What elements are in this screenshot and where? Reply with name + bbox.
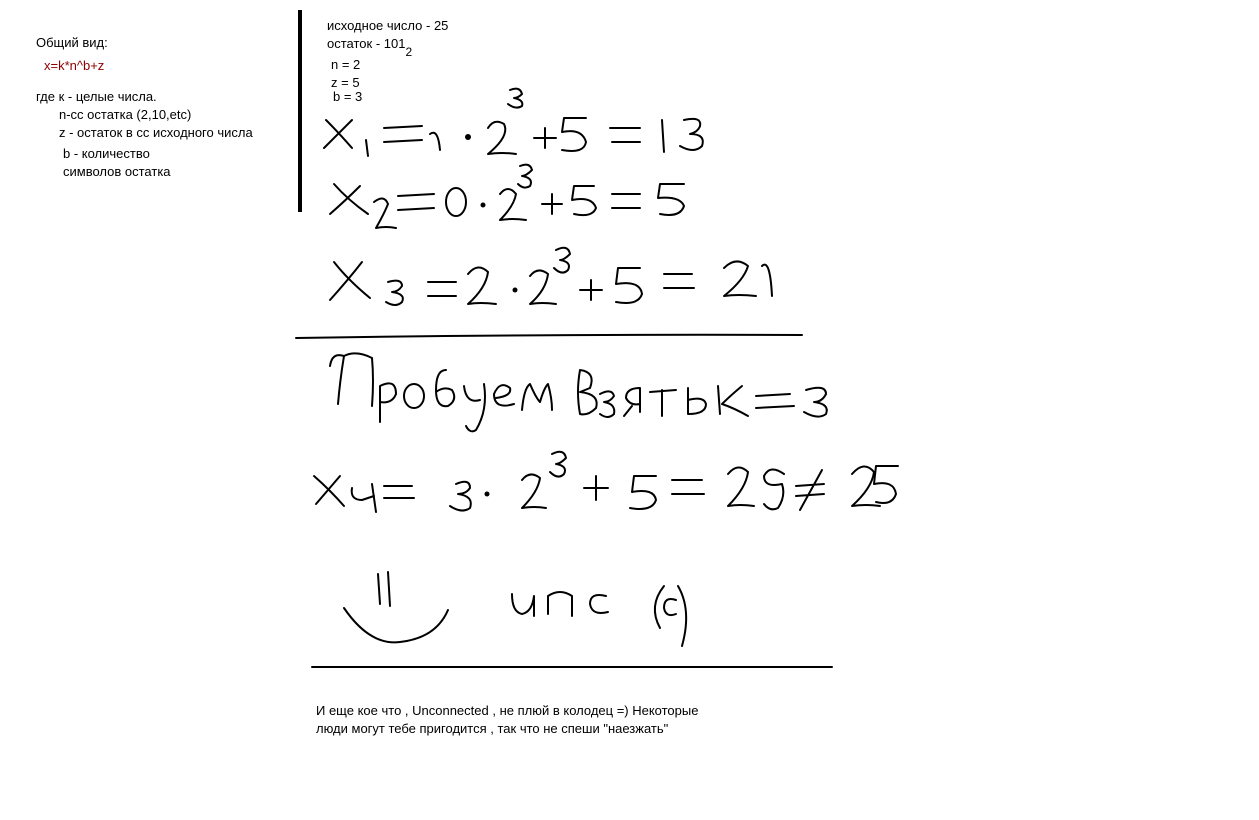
handwritten-try-line xyxy=(330,353,827,431)
b-value: b = 3 xyxy=(333,89,363,104)
handwritten-equation-3 xyxy=(330,248,772,305)
b-description-cont: символов остатка xyxy=(63,164,171,179)
footer-note-line-2: люди могут тебе пригодится , так что не спеши "наезжать" xyxy=(316,721,669,736)
handwritten-equation-4 xyxy=(314,452,898,512)
footer-note-line-1: И еще кое что , Unconnected , не плюй в колодец =) Некоторые xyxy=(316,703,699,718)
z-description: z - остаток в сс исходного числа xyxy=(59,125,253,140)
remainder-base: 2 xyxy=(405,45,413,59)
n-value: n = 2 xyxy=(331,57,361,72)
where-line: где к - целые числа. xyxy=(36,89,157,104)
handwritten-conclusion xyxy=(344,572,686,646)
separator-line-1 xyxy=(296,335,802,338)
handwritten-equation-2 xyxy=(330,165,684,228)
b-description: b - количество xyxy=(63,146,150,161)
source-number: исходное число - 25 xyxy=(327,18,449,33)
general-form-title: Общий вид: xyxy=(36,35,108,50)
handwritten-equation-1 xyxy=(324,89,703,156)
z-value: z = 5 xyxy=(331,75,360,90)
general-formula: x=k*n^b+z xyxy=(44,58,105,73)
remainder-value: остаток - 101 xyxy=(327,36,406,51)
n-description: n-сс остатка (2,10,etc) xyxy=(59,107,192,122)
